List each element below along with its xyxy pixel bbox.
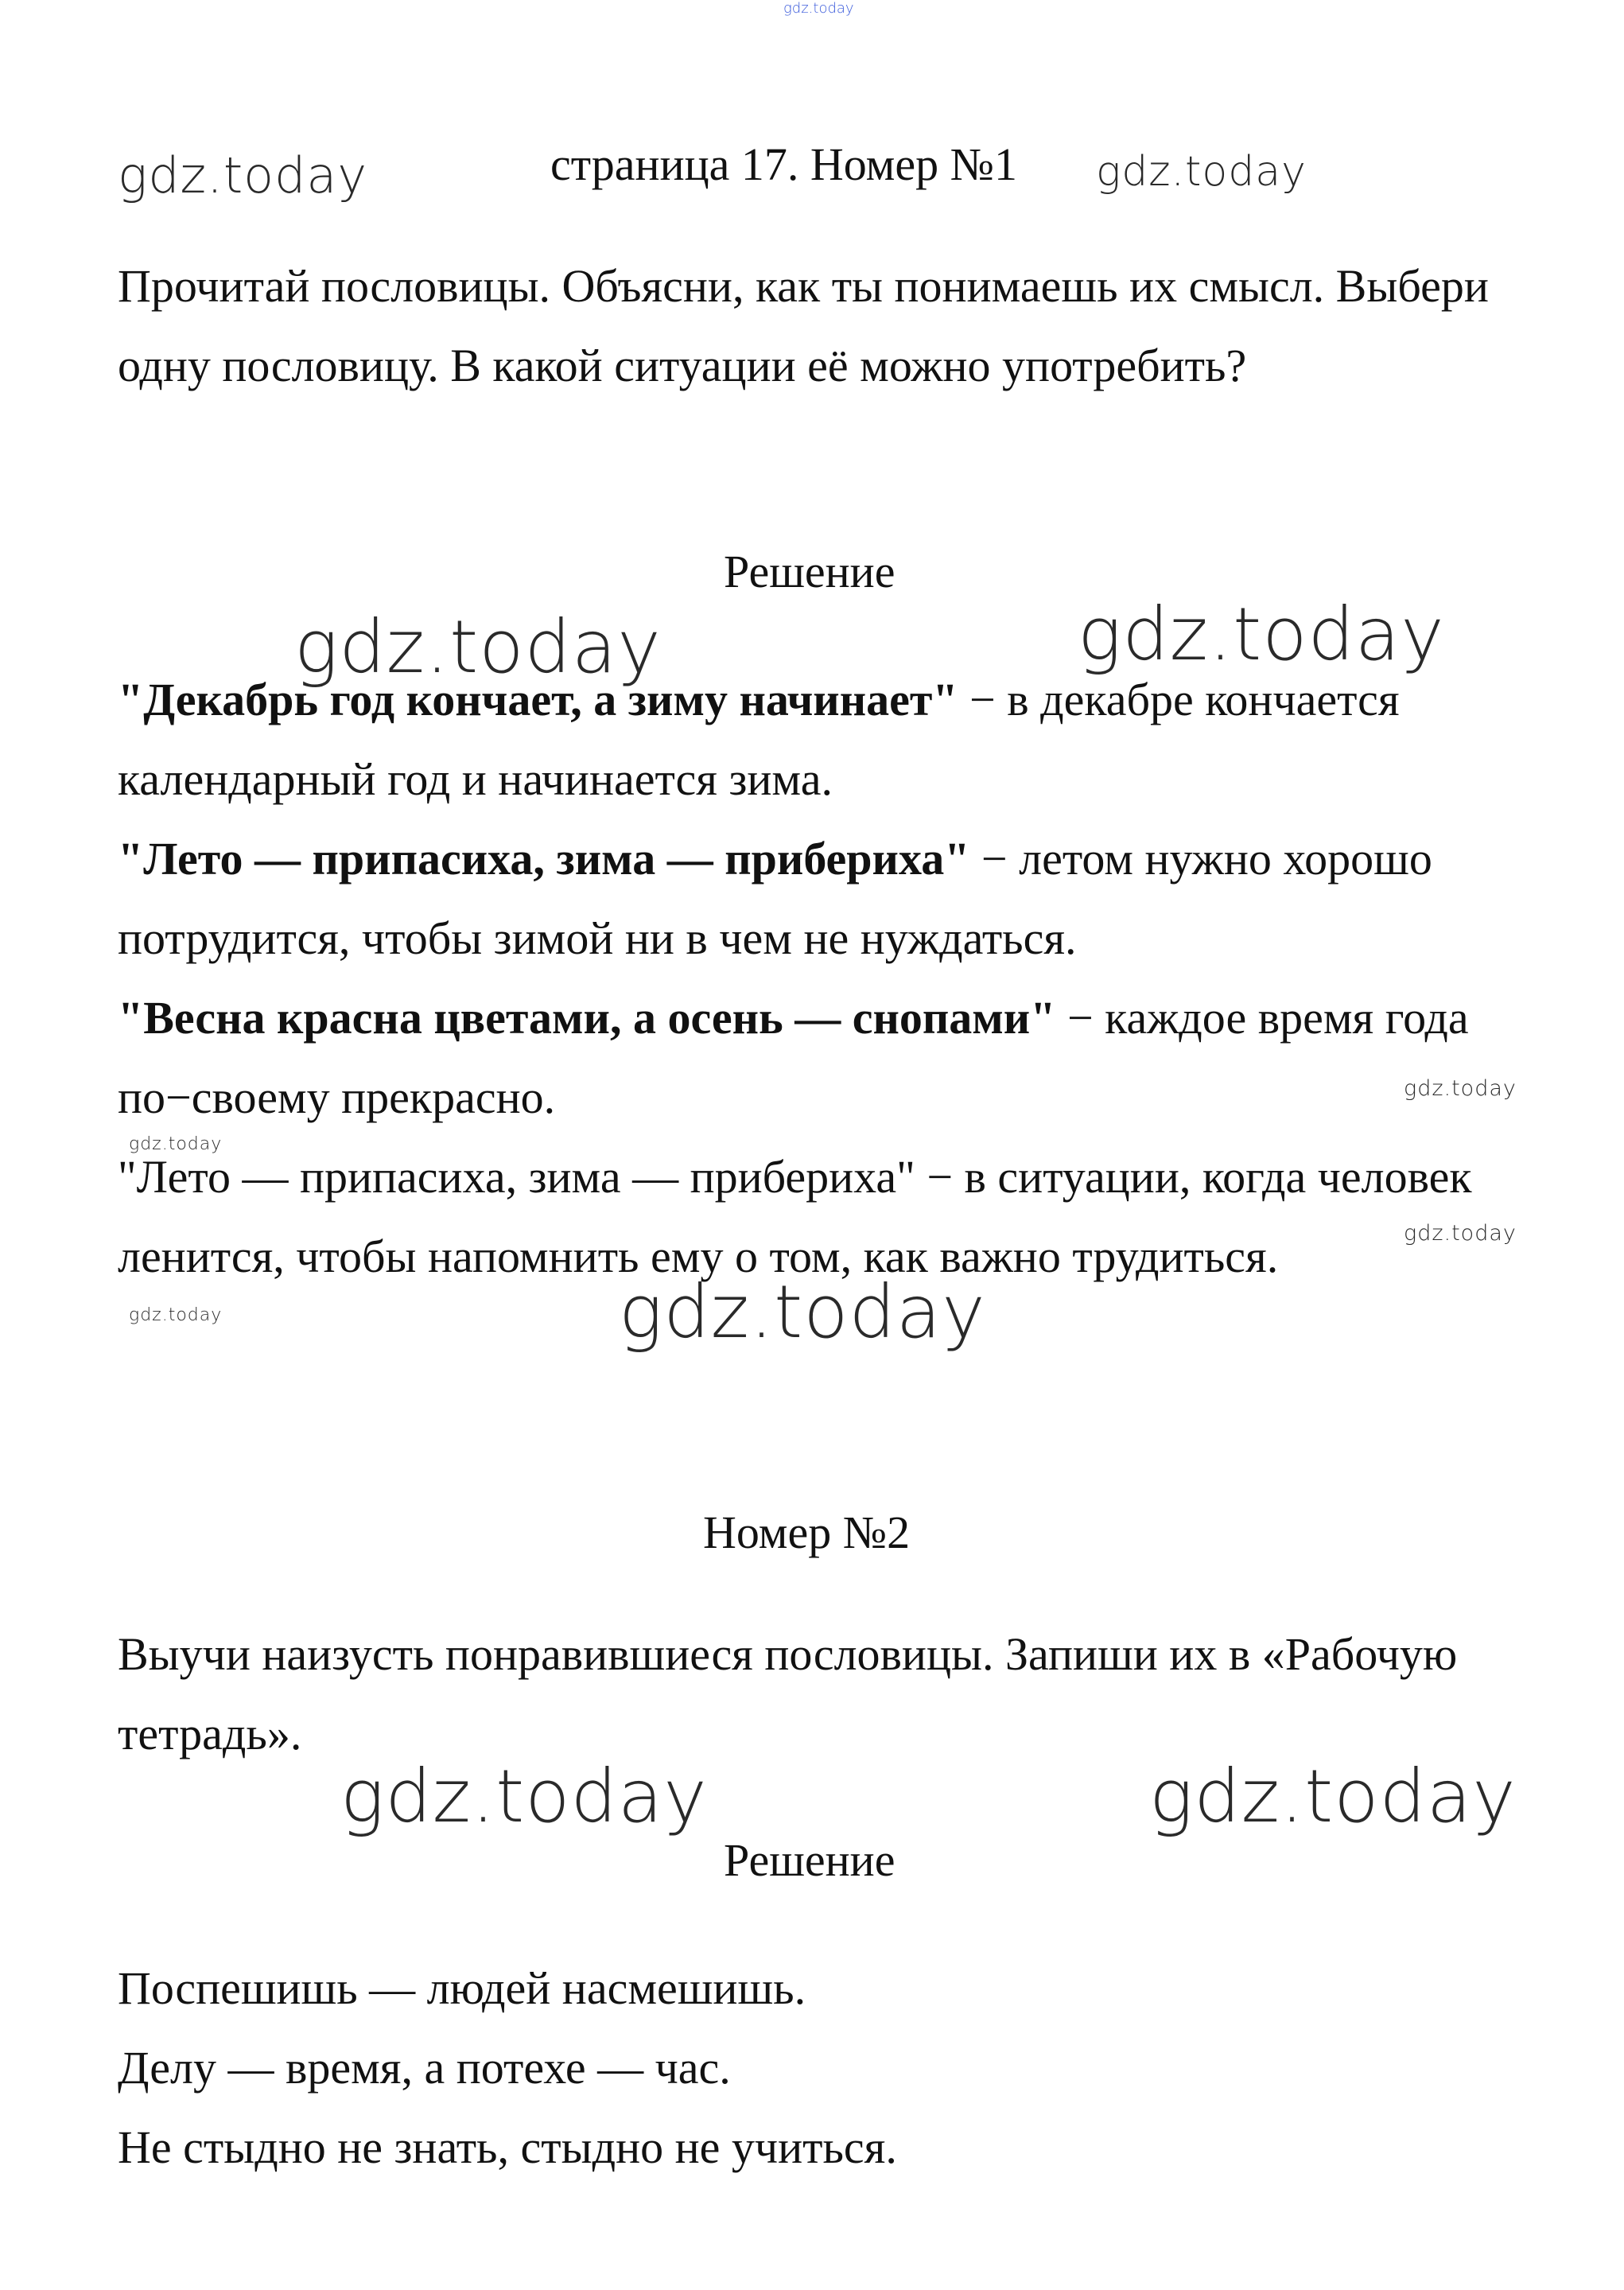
- section-1-solution-label: Решение: [724, 546, 896, 597]
- proverb-text: "Декабрь год кончает, а зиму начинает": [118, 674, 958, 725]
- section-1-title: страница 17. Номер №1: [550, 138, 1017, 190]
- task-text: Выучи наизусть понравившиеся пословицы. Запиши их в «Рабочую тетрадь».: [118, 1628, 1458, 1759]
- proverb-line: Поспешишь — людей насмешишь.: [118, 1962, 806, 2014]
- proverb-item: [118, 978, 1549, 1137]
- proverb-explanation: − в декабре кончается календарный год и начинается зима.: [118, 674, 1400, 805]
- section-1-answers: [118, 660, 1549, 1297]
- watermark: gdz.today: [1078, 592, 1445, 677]
- section-1-task: [118, 247, 1549, 406]
- watermark: gdz.today: [1096, 148, 1307, 196]
- proverb-item: [118, 819, 1549, 978]
- watermark: gdz.today: [118, 146, 368, 204]
- watermark: gdz.today: [619, 1269, 986, 1355]
- proverb-line: Не стыдно не знать, стыдно не учиться.: [118, 2121, 897, 2173]
- watermark: gdz.today: [294, 605, 662, 690]
- task-text: Прочитай пословицы. Объясни, как ты понимаешь их смысл. Выбери одну пословицу. В какой ситуации её можно употребить?: [118, 260, 1489, 391]
- proverb-text: "Лето — припасиха, зима — прибериха": [118, 833, 970, 885]
- watermark: gdz.today: [340, 1754, 708, 1839]
- watermark: gdz.today: [129, 1305, 223, 1325]
- situation-text: "Лето — припасиха, зима — прибериха" − в ситуации, когда человек ленится, чтобы напомнить ему о том, как важно трудиться.: [118, 1151, 1472, 1282]
- watermark-top: gdz.today: [783, 0, 854, 17]
- proverb-explanation: − летом нужно хорошо потрудится, чтобы зимой ни в чем не нуждаться.: [118, 833, 1432, 964]
- section-2-solution-label: Решение: [724, 1834, 896, 1886]
- watermark: gdz.today: [1149, 1754, 1517, 1839]
- section-2-answers: [118, 1949, 1549, 2187]
- proverb-explanation: − каждое время года по−своему прекрасно.: [118, 992, 1469, 1123]
- watermark: gdz.today: [1404, 1221, 1517, 1246]
- proverb-text: "Весна красна цветами, а осень — снопами": [118, 992, 1056, 1044]
- section-2-task: [118, 1615, 1549, 1774]
- watermark: gdz.today: [129, 1134, 223, 1154]
- proverb-item: [118, 660, 1549, 819]
- watermark: gdz.today: [1404, 1076, 1517, 1101]
- proverb-line: Делу — время, а потехе — час.: [118, 2042, 731, 2094]
- section-2-title: Номер №2: [703, 1507, 911, 1558]
